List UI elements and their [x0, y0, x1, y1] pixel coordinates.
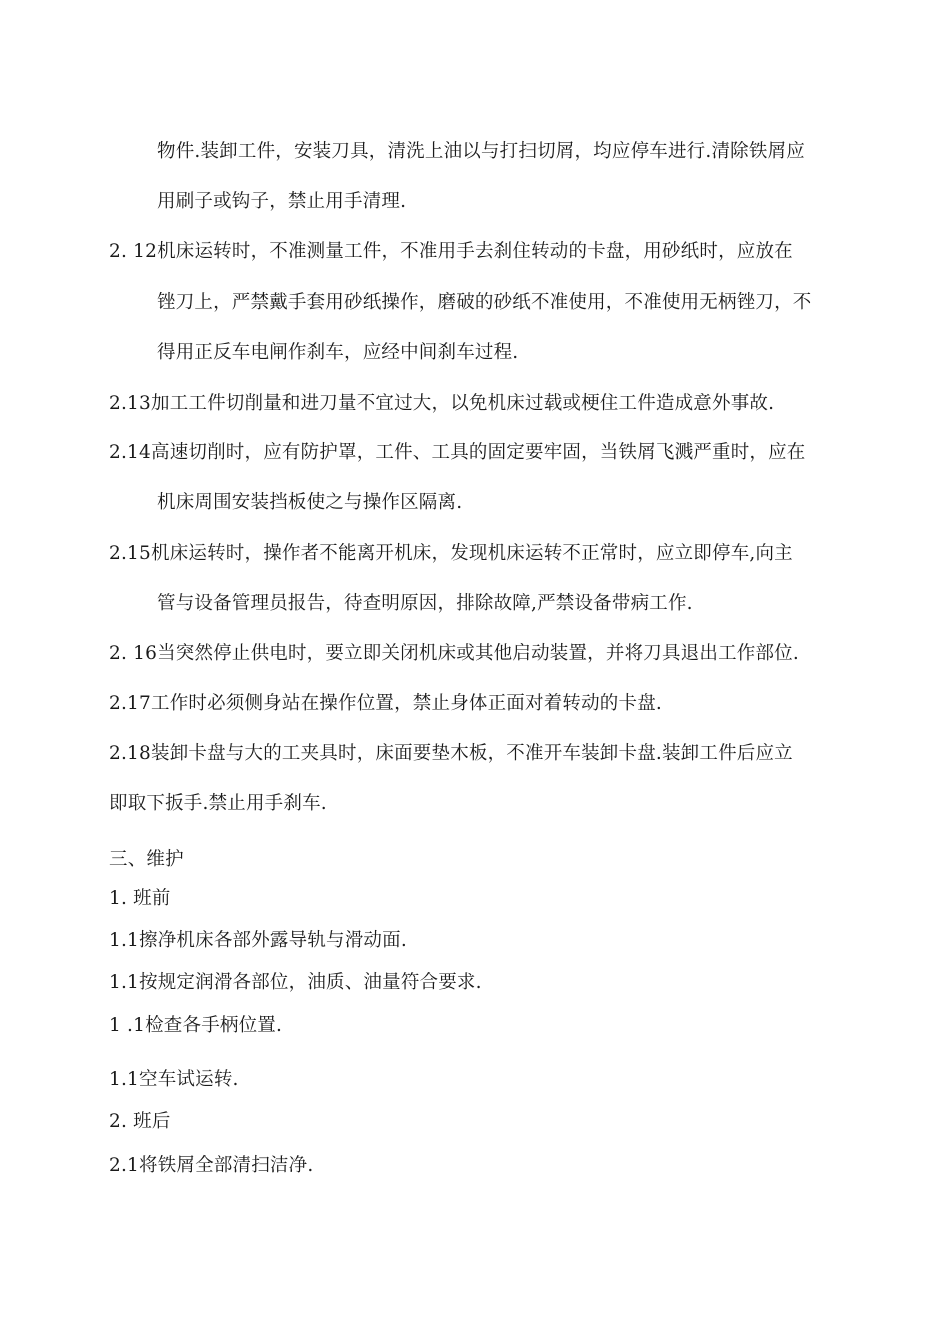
- text-line: 2.18装卸卡盘与大的工夹具时，床面要垫木板，不准开车装卸卡盘.装卸工件后应立: [109, 743, 793, 764]
- text-line: 2.17工作时必须侧身站在操作位置，禁止身体正面对着转动的卡盘.: [109, 693, 662, 714]
- text-line: 2.14高速切削时，应有防护罩，工件、工具的固定要牢固，当铁屑飞溅严重时，应在: [109, 442, 806, 463]
- text-line: 即取下扳手.禁止用手刹车.: [109, 793, 327, 814]
- text-line: 1.1空车试运转.: [109, 1069, 239, 1090]
- text-line: 1.1按规定润滑各部位，油质、油量符合要求.: [109, 972, 482, 993]
- text-line: 用刷子或钩子，禁止用手清理.: [157, 191, 407, 212]
- text-line: 2. 12机床运转时，不准测量工件，不准用手去刹住转动的卡盘，用砂纸时，应放在: [109, 241, 793, 262]
- text-line: 2.15机床运转时，操作者不能离开机床，发现机床运转不正常时，应立即停车,向主: [109, 543, 793, 564]
- text-line: 机床周围安装挡板使之与操作区隔离.: [157, 492, 463, 513]
- text-line: 物件.装卸工件，安装刀具，清洗上油以与打扫切屑，均应停车进行.清除铁屑应: [157, 141, 805, 162]
- text-line: 锉刀上，严禁戴手套用砂纸操作，磨破的砂纸不准使用，不准使用无柄锉刀，不: [157, 292, 812, 313]
- text-line: 1. 班前: [109, 888, 171, 909]
- text-line: 1 .1检查各手柄位置.: [109, 1015, 283, 1036]
- text-line: 1.1擦净机床各部外露导轨与滑动面.: [109, 930, 407, 951]
- text-line: 2. 16当突然停止供电时，要立即关闭机床或其他启动装置，并将刀具退出工作部位.: [109, 643, 799, 664]
- text-line: 2. 班后: [109, 1111, 171, 1132]
- text-line: 2.1将铁屑全部清扫洁净.: [109, 1155, 314, 1176]
- section-heading: 三、维护: [109, 849, 184, 870]
- text-line: 2.13加工工件切削量和进刀量不宜过大，以免机床过载或梗住工件造成意外事故.: [109, 393, 775, 414]
- text-line: 管与设备管理员报告，待查明原因，排除故障,严禁设备带病工作.: [157, 593, 693, 614]
- text-line: 得用正反车电闸作刹车，应经中间刹车过程.: [157, 342, 519, 363]
